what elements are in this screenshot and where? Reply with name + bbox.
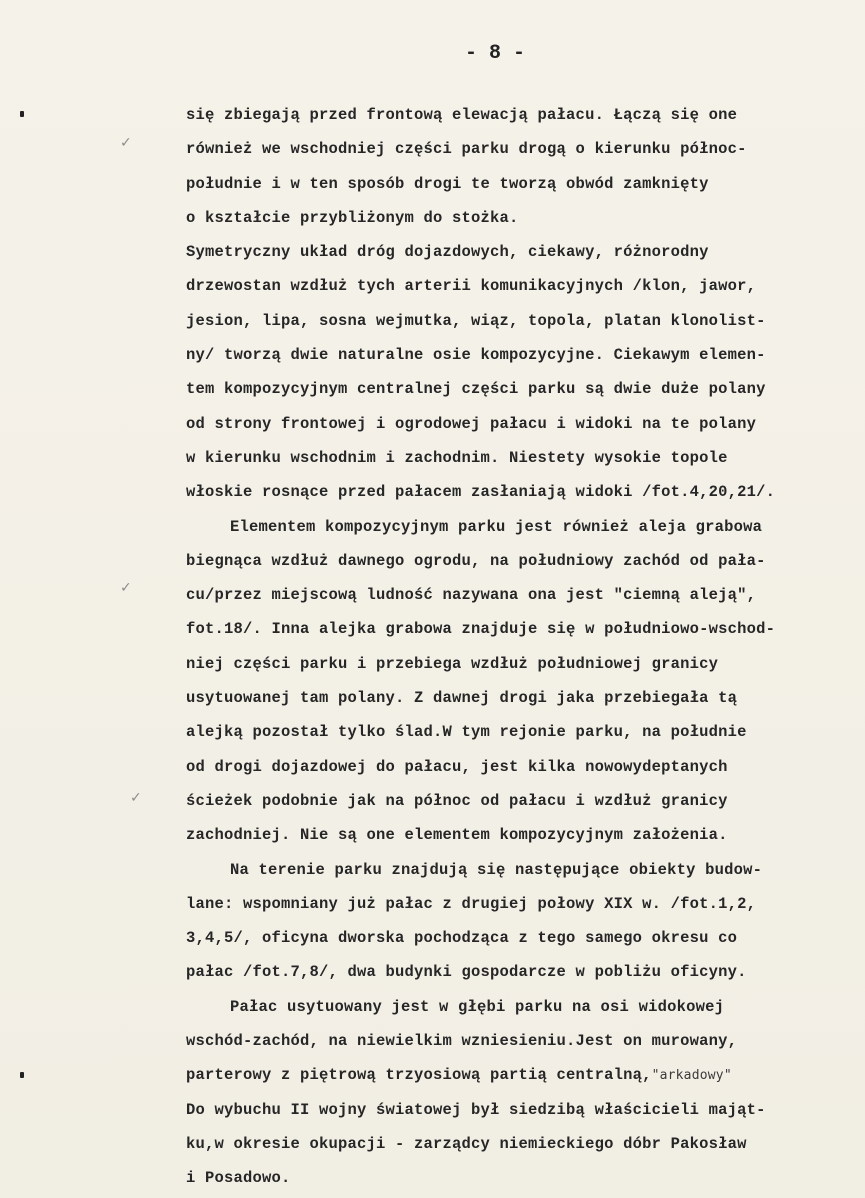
text-line [186, 921, 856, 955]
text-line-content: od drogi dojazdowej do pałacu, jest kilka nowowydeptanych [186, 757, 728, 776]
text-line [186, 750, 856, 784]
margin-dot [20, 1072, 24, 1078]
text-line [186, 887, 856, 921]
text-line [186, 853, 856, 887]
text-line [186, 681, 856, 715]
text-line-content: tem kompozycyjnym centralnej części parku są dwie duże polany [186, 380, 766, 399]
text-line [186, 132, 856, 166]
text-line-content: jesion, lipa, sosna wejmutka, wiąz, topola, platan klonolist- [186, 311, 766, 330]
text-line-content: w kierunku wschodnim i zachodnim. Niestety wysokie topole [186, 448, 728, 467]
text-line [186, 784, 856, 818]
text-line [186, 990, 856, 1024]
text-line-content: włoskie rosnące przed pałacem zasłaniają widoki /fot.4,20,21/. [186, 483, 776, 502]
text-line-content: Do wybuchu II wojny światowej był siedzibą właścicieli mająt- [186, 1100, 766, 1119]
text-line-content: usytuowanej tam polany. Z dawnej drogi jaka przebiegała tą [186, 689, 738, 708]
text-line-content: pałac /fot.7,8/, dwa budynki gospodarcze w pobliżu oficyny. [186, 963, 747, 982]
text-line-content: również we wschodniej części parku drogą o kierunku północ- [186, 140, 747, 159]
text-line [186, 647, 856, 681]
body-text [186, 98, 856, 1196]
text-line [186, 510, 856, 544]
text-line-content: o kształcie przybliżonym do stożka. [186, 208, 519, 227]
text-line-content: Pałac usytuowany jest w głębi parku na osi widokowej [230, 997, 725, 1016]
text-line-content: fot.18/. Inna alejka grabowa znajduje się w południowo-wschod- [186, 620, 776, 639]
text-line [186, 544, 856, 578]
text-line-content: od strony frontowej i ogrodowej pałacu i widoki na te polany [186, 414, 757, 433]
text-line [186, 578, 856, 612]
text-line [186, 1024, 856, 1058]
text-line [186, 338, 856, 372]
inline-annotation: "arkadowy" [651, 1068, 732, 1084]
text-line [186, 955, 856, 989]
text-line [186, 1058, 856, 1092]
checkmark-icon: ✓ [120, 580, 132, 596]
text-line-content: ścieżek podobnie jak na północ od pałacu i wzdłuż granicy [186, 791, 728, 810]
text-line-content: drzewostan wzdłuż tych arterii komunikacyjnych /klon, jawor, [186, 277, 757, 296]
text-line [186, 441, 856, 475]
text-line-content: się zbiegają przed frontową elewacją pałacu. Łączą się one [186, 106, 738, 124]
text-line-content: alejką pozostał tylko ślad.W tym rejonie parku, na południe [186, 723, 747, 742]
text-line-content: Elementem kompozycyjnym parku jest również aleja grabowa [230, 517, 763, 536]
text-line [186, 167, 856, 201]
text-line [186, 235, 856, 269]
text-line-content: 3,4,5/, oficyna dworska pochodząca z tego samego okresu co [186, 929, 738, 948]
checkmark-icon: ✓ [120, 135, 132, 151]
page-number: - 8 - [464, 42, 525, 65]
text-line-content: i Posadowo. [186, 1169, 291, 1188]
text-line-content: parterowy z piętrową trzyosiową partią centralną, [186, 1066, 652, 1085]
checkmark-icon: ✓ [130, 790, 142, 806]
text-line [186, 612, 856, 646]
text-line [186, 818, 856, 852]
text-line [186, 269, 856, 303]
text-line-content: ny/ tworzą dwie naturalne osie kompozycyjne. Ciekawym elemen- [186, 346, 766, 365]
text-line-content: południe i w ten sposób drogi te tworzą obwód zamknięty [186, 174, 709, 193]
text-line [186, 1127, 856, 1161]
text-line [186, 304, 856, 338]
text-line-content: zachodniej. Nie są one elementem kompozycyjnym założenia. [186, 826, 728, 845]
text-line [186, 372, 856, 406]
text-line [186, 201, 856, 235]
text-line [186, 1093, 856, 1127]
text-line [186, 715, 856, 749]
text-line-content: biegnąca wzdłuż dawnego ogrodu, na południowy zachód od pała- [186, 551, 766, 570]
text-line-content: ku,w okresie okupacji - zarządcy niemieckiego dóbr Pakosław [186, 1134, 747, 1153]
text-line-content: lane: wspomniany już pałac z drugiej połowy XIX w. /fot.1,2, [186, 894, 757, 913]
text-line-content: cu/przez miejscową ludność nazywana ona jest "ciemną aleją", [186, 586, 757, 605]
text-line-content: niej części parku i przebiega wzdłuż południowej granicy [186, 654, 719, 673]
text-line [186, 98, 856, 132]
text-line [186, 475, 856, 509]
text-line-content: wschód-zachód, na niewielkim wzniesieniu.Jest on murowany, [186, 1032, 738, 1051]
text-line-content: Symetryczny układ dróg dojazdowych, ciekawy, różnorodny [186, 243, 709, 262]
text-line [186, 1161, 856, 1195]
text-line [186, 407, 856, 441]
margin-dot [20, 111, 24, 117]
text-line-content: Na terenie parku znajdują się następujące obiekty budow- [230, 860, 763, 879]
